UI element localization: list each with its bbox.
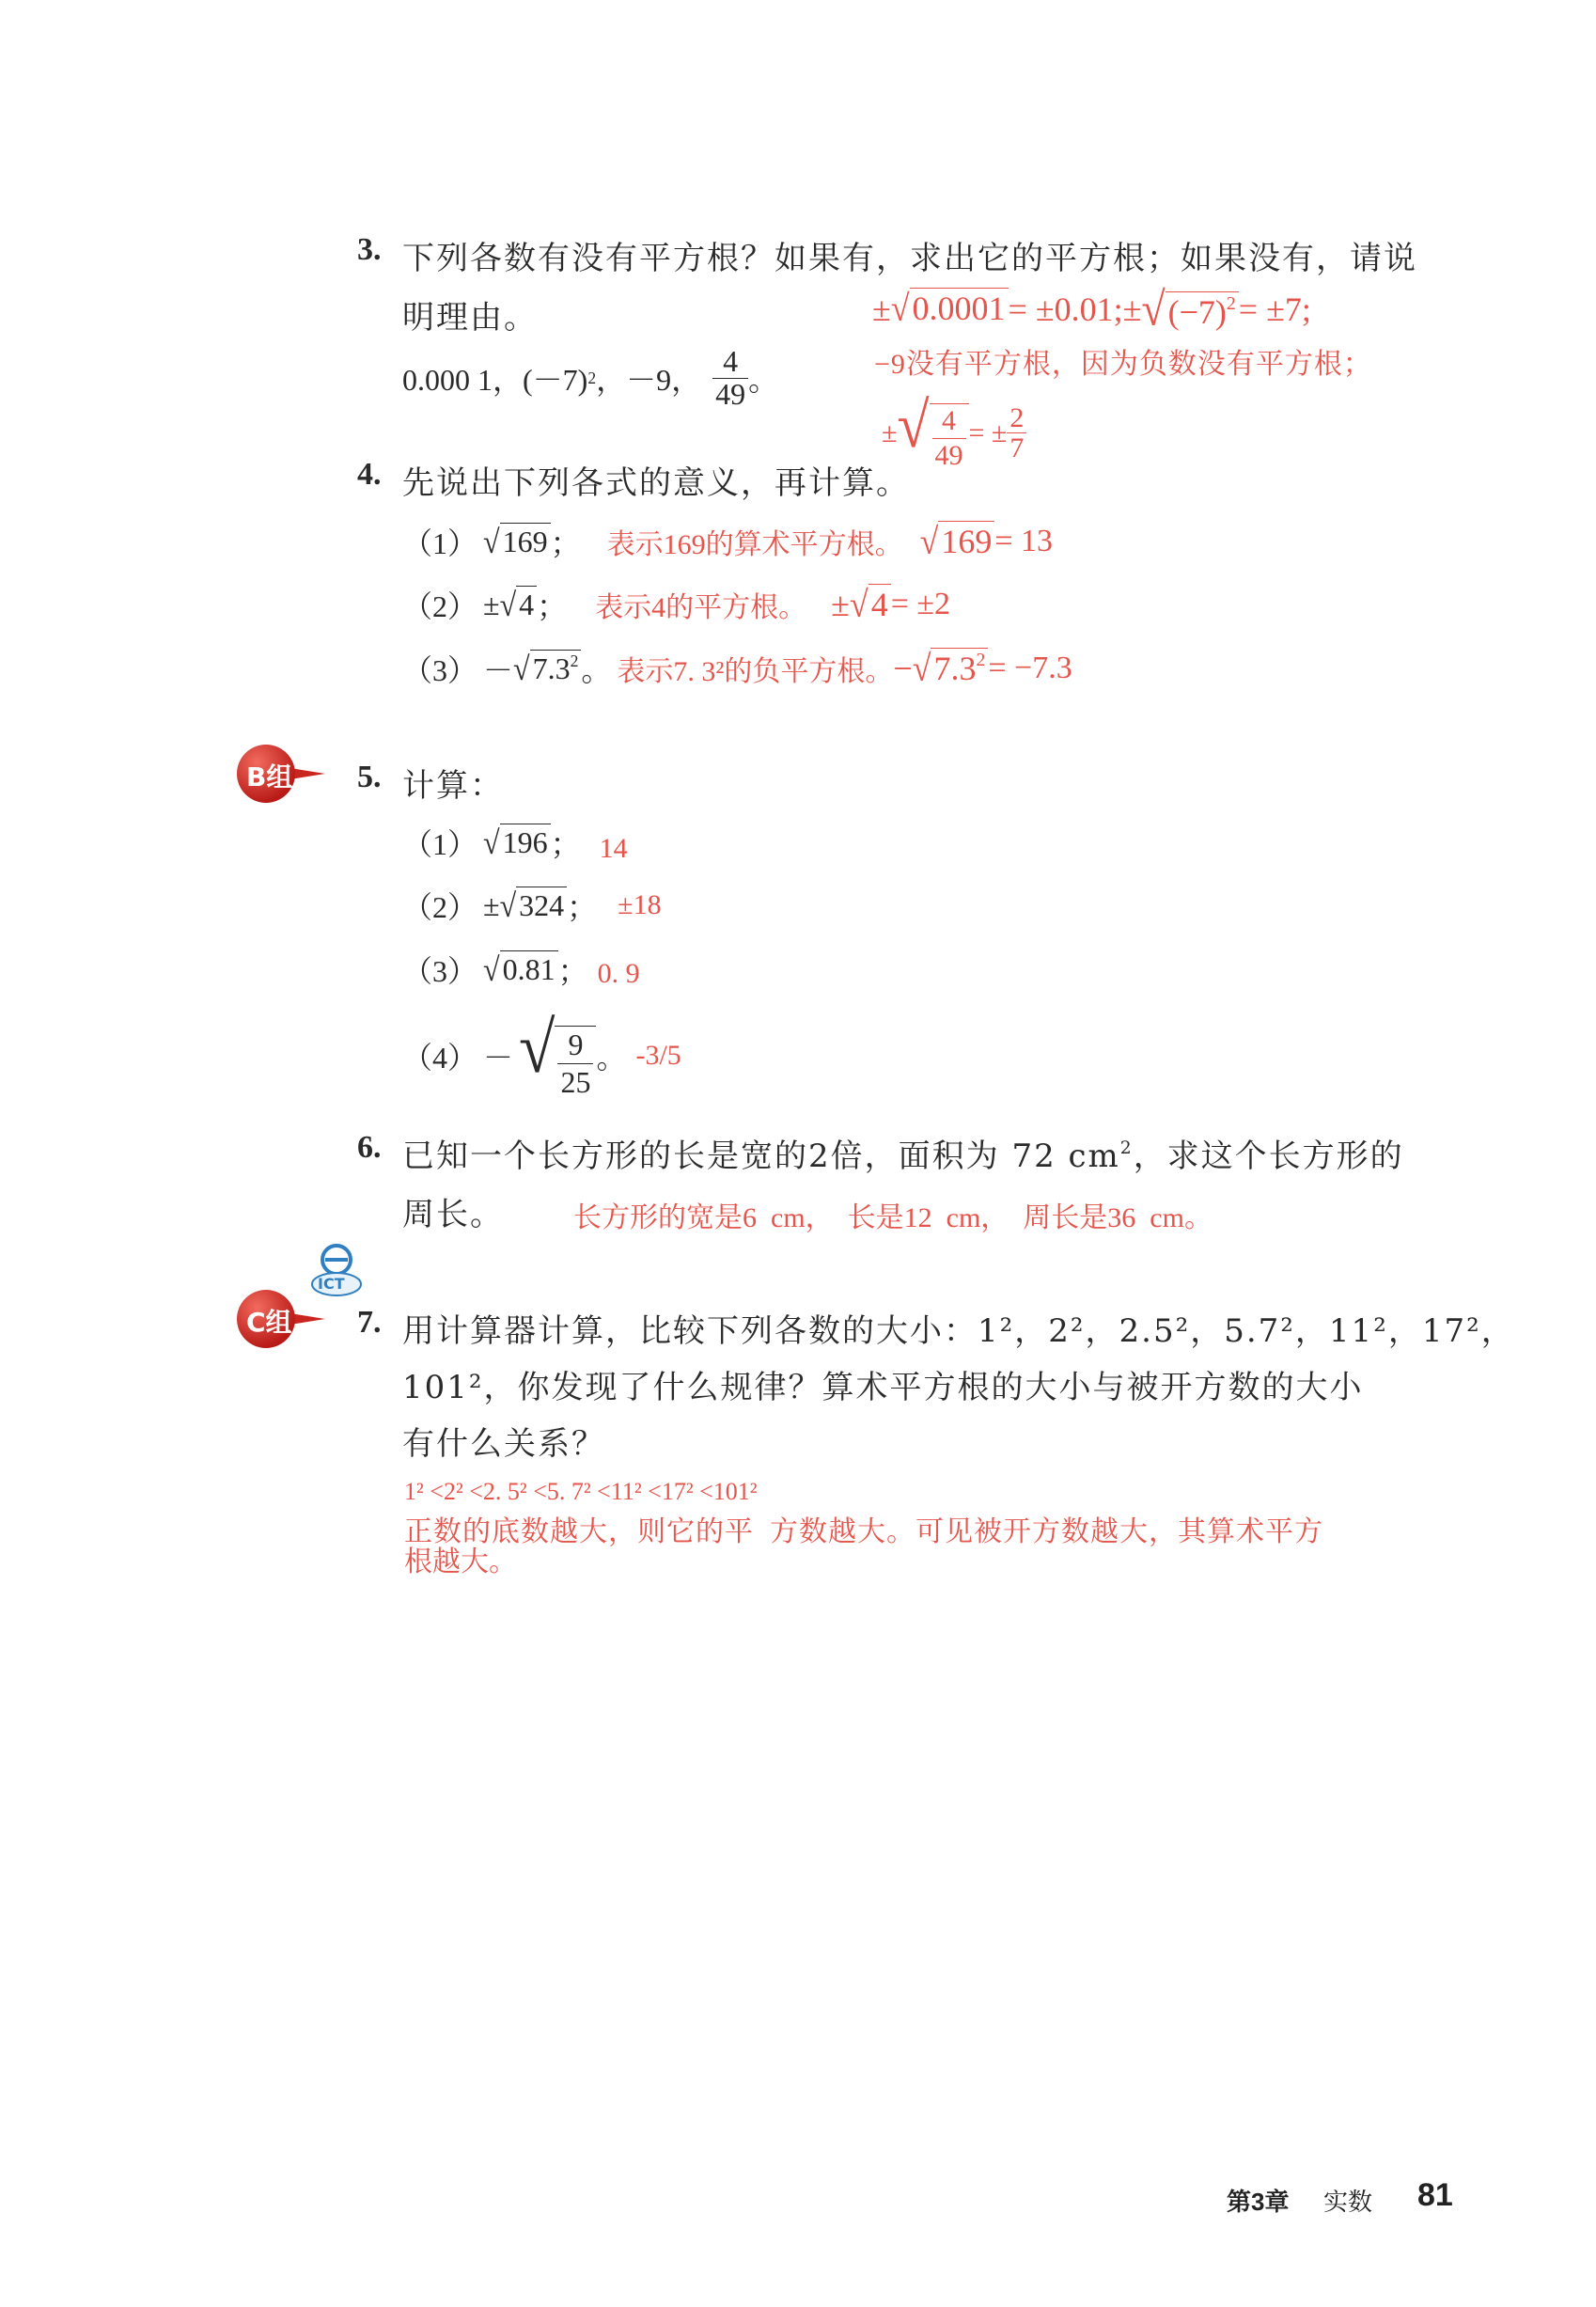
q5-2-answer: ±18 (618, 889, 662, 920)
q4-item-2 (402, 583, 950, 626)
sqrt-9-25: √ $\frac{9}{25}$ (519, 1012, 596, 1100)
question-7-line3: 有什么关系？ (402, 1425, 605, 1463)
fraction-denominator: 25 (560, 1064, 591, 1099)
sqrt-4: √4 (500, 586, 538, 622)
radicand: 0.0001 (910, 288, 1009, 329)
item-tail: ； (537, 589, 568, 623)
q7-answer-line3: 根越大。 (404, 1546, 517, 1577)
exponent: 2 (570, 651, 579, 671)
question-number-5: 5. (357, 760, 382, 794)
exponent: 2 (1119, 1138, 1134, 1158)
q7-answer-line2: 正数的底数越大，则它的平 方数越大。可见被开方数越大，其算术平方 (404, 1516, 1323, 1547)
q5-1-answer: 14 (599, 833, 628, 864)
radicand: 4 (516, 586, 537, 622)
question-number-4: 4. (357, 457, 382, 492)
question-number-3: 3. (357, 232, 382, 267)
q7-answer-line1: 1² <2² <2. 5² <5. 7² <11² <17² <101² (404, 1478, 758, 1505)
answer-text: = ± (968, 416, 1008, 448)
q4-2-answer-result: = ±2 (890, 587, 951, 621)
item-tail: ； (550, 827, 581, 861)
sqrt-169: √169 (483, 523, 551, 559)
item-prefix: － (483, 1041, 514, 1075)
answer-text: = ±0.01;± (1008, 290, 1142, 328)
item-prefix: ± (483, 887, 500, 922)
group-b-label: B组 (246, 761, 293, 793)
item-tail: 。 (581, 653, 612, 687)
radicand: 324 (516, 887, 567, 923)
q3-answer-line1 (872, 284, 1311, 334)
exponent: 2 (1226, 293, 1236, 315)
question-7-line1: 用计算器计算，比较下列各数的大小：1²，2²，2.5²，5.7²，11²，17²， (402, 1312, 1515, 1350)
radicand: 196 (500, 824, 551, 860)
item-label: （2） (402, 589, 478, 623)
sqrt-neg7-sq: $√(-7)^2$ (1141, 284, 1238, 334)
answer-minus: − (893, 650, 913, 687)
question-4-text: 先说出下列各式的意义，再计算。 (402, 464, 910, 502)
fraction-denominator: 7 (1009, 432, 1025, 464)
q3-answer-line2: −9没有平方根，因为负数没有平方根； (874, 349, 1372, 380)
q5-item-2 (402, 884, 662, 927)
fraction-numerator: 4 (932, 404, 966, 439)
q4-3-answer-sqrt: $√7.3^2$ (913, 648, 989, 689)
exponent: 2 (976, 650, 986, 671)
item-label: （1） (402, 827, 478, 861)
question-number-7: 7. (357, 1305, 382, 1340)
question-3-text-line1: 下列各数有没有平方根？如果有，求出它的平方根；如果没有，请说 (402, 240, 1417, 277)
item-tail: ； (567, 890, 598, 924)
numbers-sup: 2 (587, 368, 597, 387)
group-c-label: C组 (246, 1307, 292, 1338)
q4-2-answer-sqrt: √4 (850, 584, 891, 625)
question-number-6: 6. (357, 1130, 382, 1165)
q5-4-answer: -3/5 (635, 1040, 681, 1072)
q4-1-answer-result: = 13 (994, 524, 1054, 558)
fraction-numerator: 2 (1007, 403, 1026, 434)
item-prefix: ± (483, 587, 500, 621)
sqrt-7.3-sq: $√7.3^2$ (513, 650, 581, 686)
sqrt-196: √196 (483, 824, 551, 860)
radicand: 169 (938, 521, 994, 562)
answer-pm: ± (831, 586, 850, 623)
q4-2-answer: 表示4的平方根。 (595, 592, 807, 623)
page-number: 81 (1417, 2177, 1453, 2213)
question-3-numbers (402, 346, 778, 410)
item-label: （1） (402, 526, 478, 560)
radicand: 7.3 (532, 651, 571, 686)
question-5-text: 计算： (402, 767, 504, 805)
radicand: (−7) (1167, 293, 1227, 331)
question-7-line2: 101²，你发现了什么规律？算术平方根的大小与被开方数的大小 (402, 1369, 1364, 1406)
radicand: 7.3 (933, 649, 977, 687)
fraction-4-49 (712, 346, 748, 410)
q4-item-1 (402, 520, 1053, 563)
item-label: （2） (402, 890, 478, 924)
chapter-title: 实数 (1323, 2188, 1373, 2216)
item-prefix: － (483, 653, 514, 687)
numbers-prefix: 0.000 1，(－7) (402, 363, 588, 398)
question-6-line1 (402, 1130, 1404, 1176)
item-label: （3） (402, 954, 478, 988)
answer-pm: ± (872, 290, 891, 328)
radicand: 169 (500, 523, 551, 559)
radicand: 4 (868, 584, 891, 625)
sqrt-324: √324 (500, 887, 568, 923)
ict-label: ICT (318, 1275, 345, 1293)
numbers-end: 。 (748, 363, 779, 398)
item-tail: ； (557, 954, 588, 988)
chapter-label: 第3章 (1227, 2188, 1290, 2216)
fraction-denominator: 49 (715, 376, 746, 411)
q4-1-answer: 表示169的算术平方根。 (606, 529, 903, 560)
q5-item-4 (402, 1009, 681, 1100)
question-6-line2: 周长。 (402, 1196, 504, 1233)
q5-item-1 (402, 820, 628, 865)
item-label: （3） (402, 653, 478, 687)
fraction-numerator: 4 (712, 346, 748, 379)
numbers-mid: ，－9， (596, 363, 702, 398)
question-3-text-line2: 明理由。 (402, 299, 538, 337)
answer-pm: ± (882, 416, 898, 448)
q4-1-answer-sqrt: √169 (920, 521, 995, 562)
sqrt-4-49: √ $\frac{4}{49}$ (897, 393, 968, 473)
q6-answer: 长方形的宽是6 cm， 长是12 cm， 周长是36 cm。 (573, 1202, 1213, 1233)
q4-item-3 (402, 647, 1072, 690)
fraction-numerator: 9 (557, 1027, 593, 1063)
item-tail: 。 (596, 1041, 627, 1075)
q4-3-answer-result: = −7.3 (988, 651, 1072, 685)
sqrt-0.0001: √0.0001 (891, 288, 1009, 329)
item-label: （4） (402, 1041, 478, 1075)
fraction-denominator: 49 (934, 440, 963, 472)
q6-text: ，求这个长方形的 (1133, 1138, 1404, 1175)
q5-3-answer: 0. 9 (597, 958, 640, 989)
answer-text: = ±7; (1238, 290, 1311, 328)
q5-item-3 (402, 948, 640, 991)
q4-3-answer: 表示7. 3²的负平方根。 (617, 656, 894, 687)
q6-text: 已知一个长方形的长是宽的2倍，面积为 72 cm (402, 1138, 1120, 1175)
radicand: 0.81 (500, 950, 558, 987)
sqrt-0.81: √0.81 (483, 950, 558, 987)
item-tail: ； (550, 526, 581, 560)
